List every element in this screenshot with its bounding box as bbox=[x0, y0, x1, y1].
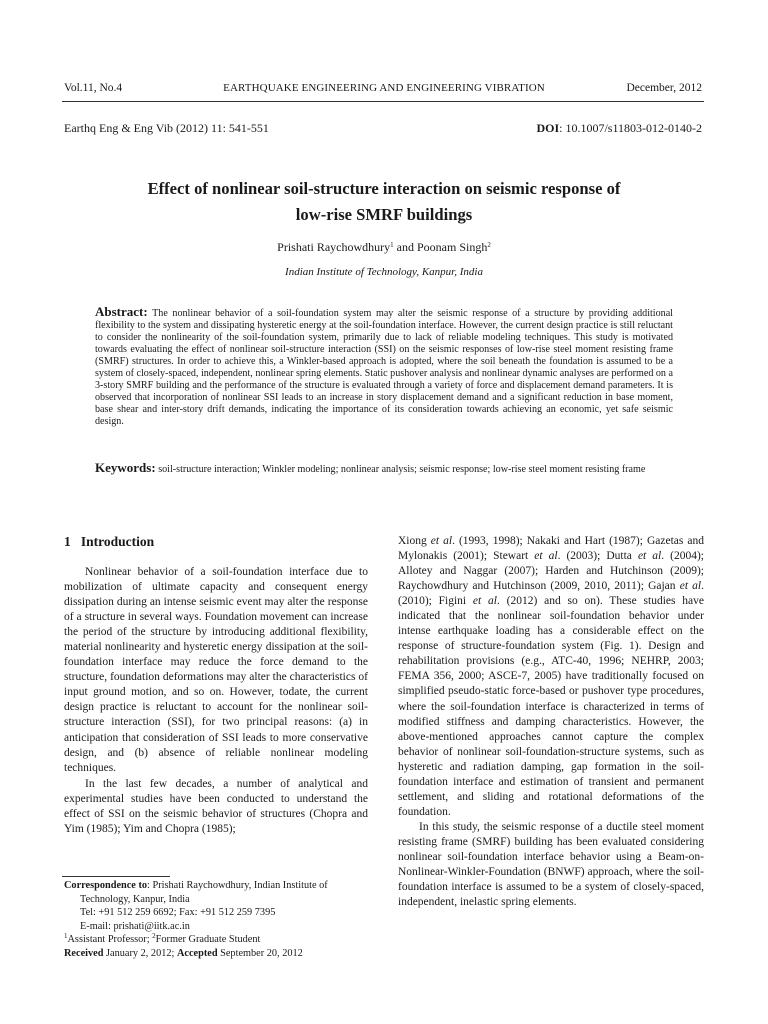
et-al: et al bbox=[472, 595, 497, 608]
keywords-label: Keywords: bbox=[95, 460, 156, 475]
citation-reference: Earthq Eng & Eng Vib (2012) 11: 541-551 bbox=[64, 121, 269, 135]
et-al: et al bbox=[679, 580, 702, 593]
role-1: Assistant Professor; bbox=[67, 934, 153, 945]
author-mark-1: 1 bbox=[390, 241, 394, 249]
left-column bbox=[64, 565, 368, 837]
text-run: . (2003); Dutta bbox=[557, 550, 638, 563]
author-name-1: Prishati Raychowdhury bbox=[277, 240, 391, 254]
role-2: Former Graduate Student bbox=[155, 934, 261, 945]
header-rule bbox=[62, 101, 704, 102]
issue-date: December, 2012 bbox=[626, 82, 702, 94]
accepted-date: September 20, 2012 bbox=[217, 947, 303, 959]
received-accepted-dates bbox=[64, 947, 370, 961]
intro-paragraph-continued bbox=[398, 534, 704, 820]
author-mark-2: 2 bbox=[487, 241, 491, 249]
keywords bbox=[95, 462, 673, 476]
footnotes bbox=[64, 879, 370, 960]
intro-paragraph-2: In the last few decades, a number of analytical and experimental studies have been conducted to understand the effect of SSI on the seismic behavior of structures (Chopra and Yim (1985); Yim and Chopra (1985); bbox=[64, 777, 368, 835]
role-mark-2: 2 bbox=[152, 932, 156, 940]
intro-paragraph-1: Nonlinear behavior of a soil-foundation interface due to mobilization of ultimate capacity and consequent energy dissipation during an intense seismic event may alter the response of a structure in several ways. Foundation movement can increase the period of the structure by introducing additional flexibility, material nonlinearity and hysteretic energy dissipation at the soil-foundation interface may reduce the force demand to the structure, foundation deformations may alter the characteristics of input ground motion, and so on. However, todate, the current design practice is reluctant to account for the nonlinear soil-structure interaction (SSI), for two principal reasons: (a) in anticipation that consideration of SSI leads to more conservative design, and (b) absence of reliable nonlinear modeling techniques. bbox=[64, 566, 368, 774]
et-al: et al bbox=[430, 535, 453, 547]
et-al: et al bbox=[637, 550, 662, 563]
abstract-text: The nonlinear behavior of a soil-foundation system may alter the seismic response of a structure by providing additional flexibility to the system and dissipating hysteretic energy at the soil-foundation interface. However, the current design practice is still reluctant to consider the nonlinearity of the soil-foundation system, primarily due to lack of reliable modeling techniques. This study is motivated towards evaluating the effect of nonlinear soil-structure interaction (SSI) on the seismic responses of low-rise steel moment resisting frame (SMRF) structures. In order to achieve this, a Winkler-based approach is adopted, where the soil beneath the foundation is assumed to be a system of closely-spaced, independent, nonlinear spring elements. Static pushover analysis and nonlinear dynamic analyses are performed on a 3-story SMRF building and the performance of the structure is evaluated through a variety of force and displacement demand parameters. It is observed that incorporation of nonlinear SSI leads to an increase in story displacement demand and a significant reduction in base moment, base shear and inter-story drift demands, indicating the importance of its consideration towards achieving an economic, yet safe seismic design. bbox=[95, 308, 673, 428]
text-run: . (2004); Allotey and Naggar (2007); Harden and Hutchinson (2009); Raychowdhury and Hutchinson (2009, 2010, 2011); Gajan bbox=[398, 550, 704, 593]
doi-value: : 10.1007/s11803-012-0140-2 bbox=[559, 121, 702, 135]
affiliation: Indian Institute of Technology, Kanpur, India bbox=[285, 266, 483, 278]
author-roles bbox=[64, 933, 370, 947]
correspondence-institute: Technology, Kanpur, India bbox=[80, 893, 190, 905]
abstract bbox=[95, 306, 673, 428]
text-run: . (1993, 1998); Nakaki and Hart (1987); Gazetas and Mylonakis (2001); Stewart bbox=[398, 535, 705, 563]
footnote-rule bbox=[62, 876, 170, 877]
doi bbox=[536, 121, 702, 136]
abstract-label: Abstract: bbox=[95, 304, 148, 319]
received-label: Received bbox=[64, 947, 104, 959]
email-address: E-mail: prishati@iitk.ac.in bbox=[80, 920, 190, 932]
correspondence-text: : Prishati Raychowdhury, Indian Institute of bbox=[147, 880, 328, 891]
doi-label: DOI bbox=[536, 121, 560, 135]
right-column bbox=[398, 534, 704, 910]
intro-paragraph-3: In this study, the seismic response of a ductile steel moment resisting frame (SMRF) building has been evaluated considering nonlinear soil-foundation interface behavior using a Beam-on-Nonlinear-Winkler-Foundation (BNWF) approach, where the soil-foundation interface is assumed to be a system of closely-spaced, independent, inelastic spring elements. bbox=[398, 820, 704, 909]
text-run: Xiong bbox=[398, 535, 431, 547]
keywords-text: soil-structure interaction; Winkler modeling; nonlinear analysis; seismic response; low-rise steel moment resisting frame bbox=[158, 464, 646, 475]
accepted-label: Accepted bbox=[176, 947, 218, 959]
correspondence bbox=[64, 879, 370, 893]
correspondence-label: Correspondence to bbox=[64, 880, 148, 891]
received-date: January 2, 2012; bbox=[103, 947, 177, 959]
role-mark-1: 1 bbox=[64, 932, 68, 940]
section-heading-introduction: 1 Introduction bbox=[64, 534, 155, 549]
paper-title bbox=[64, 176, 704, 228]
text-run: . (2010); Figini bbox=[398, 580, 705, 608]
et-al: et al bbox=[534, 550, 558, 563]
author-name-2: and Poonam Singh bbox=[393, 240, 488, 254]
telephone-fax: Tel: +91 512 259 6692; Fax: +91 512 259 7395 bbox=[80, 907, 276, 918]
author-list bbox=[0, 240, 768, 255]
journal-name: EARTHQUAKE ENGINEERING AND ENGINEERING VIBRATION bbox=[223, 82, 545, 94]
text-run: . (2012) and so on). These studies have indicated that the nonlinear soil-foundation behavior under intense earthquake loading has a considerable effect on the response of structure-foundation system (Fig. 1). Design and rehabilitation provisions (e.g., ATC-40, 1996; NEHRP, 2003; FEMA 356, 2000; ASCE-7, 2005) have traditionally focused on simplified pseudo-static force-based or pushover type procedures, where the soil-foundation interface is characterized in terms of modified stiffness and damping characteristics. However, the above-mentioned approaches cannot capture the complex behavior of nonlinear soil-foundation-structure systems, such as hysteretic and radiation damping, gap formation in the soil-foundation interface and estimation of transient and permanent settlement, and sliding and rotational deformations of the foundation. bbox=[398, 595, 704, 818]
title-line-2: low-rise SMRF buildings bbox=[295, 205, 473, 224]
volume-number: Vol.11, No.4 bbox=[64, 82, 123, 94]
title-line-1: Effect of nonlinear soil-structure interaction on seismic response of bbox=[147, 179, 621, 198]
